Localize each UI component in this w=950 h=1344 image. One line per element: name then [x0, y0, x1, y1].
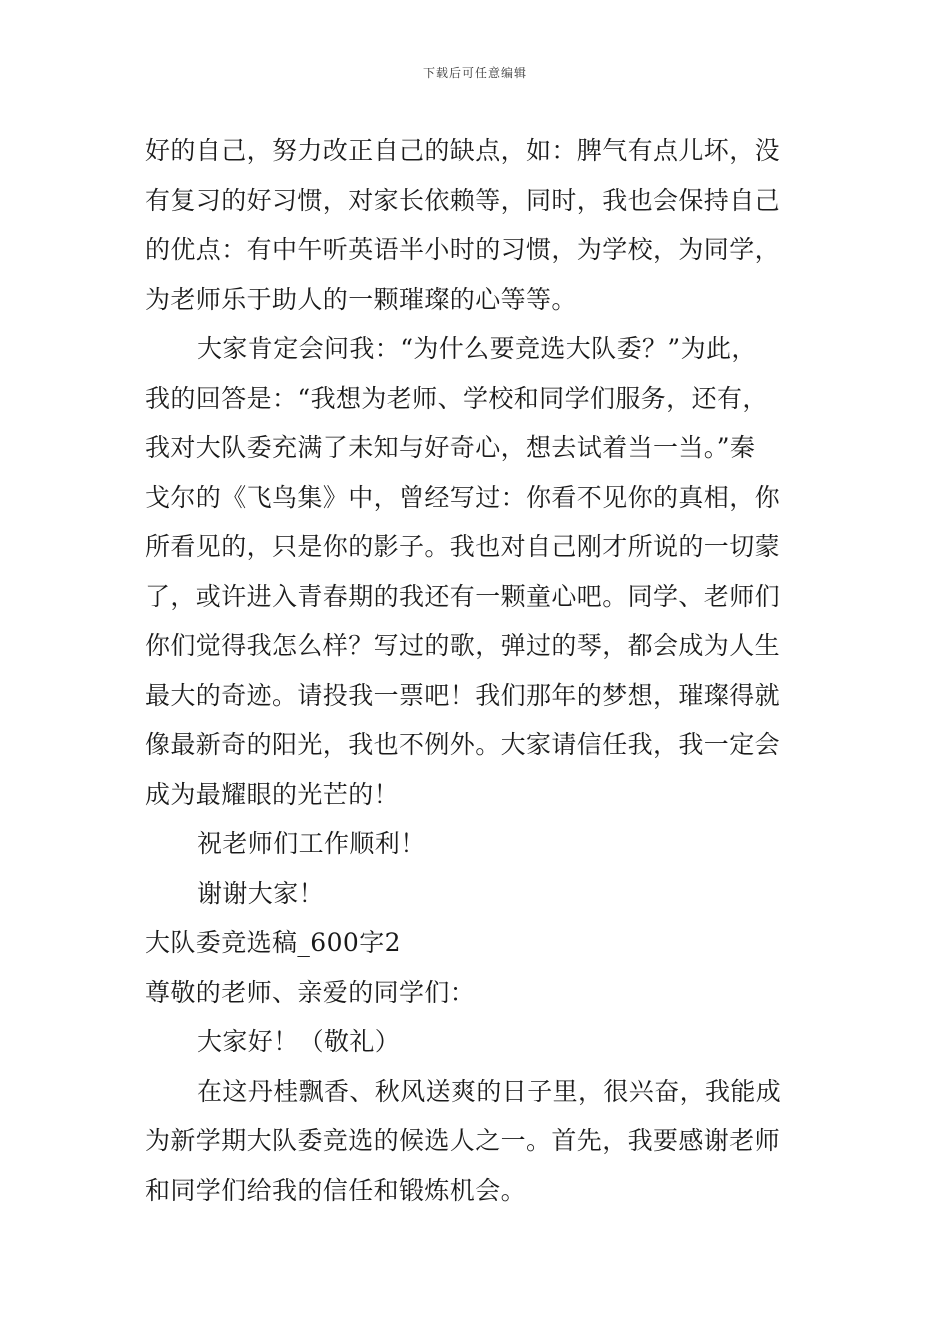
text-line: 了，或许进入青春期的我还有一颗童心吧。同学、老师们: [145, 581, 781, 611]
text-line: 我的回答是：“我想为老师、学校和同学们服务，还有，: [145, 383, 768, 413]
text-line: 我对大队委充满了未知与好奇心，想去试着当一当。”秦: [145, 433, 756, 462]
closing-wish: 祝老师们工作顺利！: [197, 829, 426, 858]
text-line: 最大的奇迹。请投我一票吧！我们那年的梦想，璀璨得就: [145, 680, 781, 710]
text-line: 你们觉得我怎么样？写过的歌，弹过的琴，都会成为人生: [145, 631, 781, 660]
section-title: 大队委竞选稿_600字2: [145, 928, 401, 957]
text-line: 好的自己，努力改正自己的缺点，如：脾气有点儿坏，没: [145, 136, 781, 165]
text-line: 像最新奇的阳光，我也不例外。大家请信任我，我一定会: [145, 730, 781, 759]
text-line: 有复习的好习惯，对家长依赖等，同时，我也会保持自己: [145, 185, 781, 215]
text-line: 所看见的，只是你的影子。我也对自己刚才所说的一切蒙: [145, 532, 781, 561]
text-line: 成为最耀眼的光芒的！: [145, 779, 400, 809]
page-header: 下载后可任意编辑: [422, 66, 527, 80]
text-line: 和同学们给我的信任和锻炼机会。: [145, 1175, 527, 1205]
text-line: 为新学期大队委竞选的候选人之一。首先，我要感谢老师: [145, 1126, 781, 1155]
closing-thanks: 谢谢大家！: [197, 878, 325, 908]
text-line: 为老师乐于助人的一颗璀璨的心等等。: [145, 284, 577, 314]
text-line: 戈尔的《飞鸟集》中，曾经写过：你看不见你的真相，你: [145, 482, 781, 512]
paragraph-start-line: 在这丹桂飘香、秋风送爽的日子里，很兴奋，我能成: [197, 1076, 782, 1106]
paragraph-start-line: 大家肯定会问我：“为什么要竞选大队委？”为此，: [197, 334, 757, 363]
greeting: 大家好！（敬礼）: [197, 1027, 401, 1056]
document-body: [145, 126, 810, 1215]
salutation: 尊敬的老师、亲爱的同学们：: [145, 977, 476, 1007]
text-line: 的优点：有中午听英语半小时的习惯，为学校，为同学，: [145, 235, 781, 264]
